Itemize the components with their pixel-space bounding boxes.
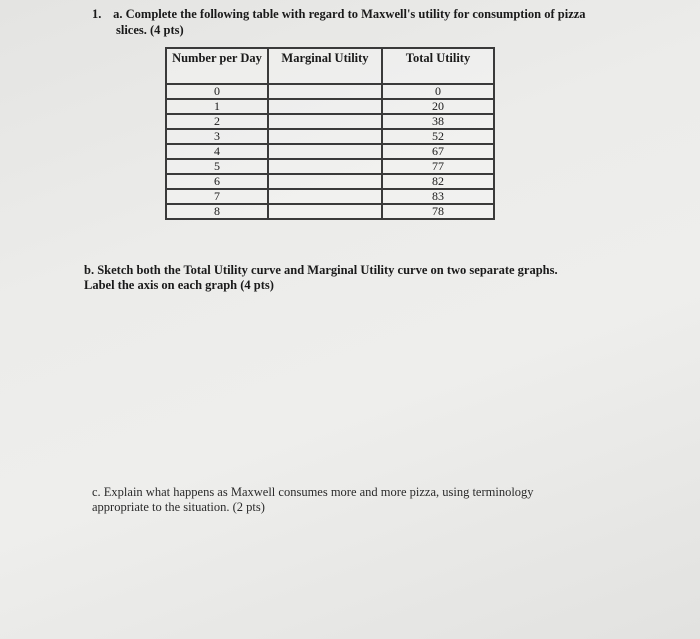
cell-number: 7 bbox=[166, 189, 268, 204]
cell-number: 1 bbox=[166, 99, 268, 114]
cell-total-utility: 38 bbox=[382, 114, 494, 129]
cell-marginal-utility bbox=[268, 204, 382, 219]
question-1-prompt bbox=[92, 6, 612, 38]
cell-total-utility: 83 bbox=[382, 189, 494, 204]
header-marginal-utility: Marginal Utility bbox=[268, 48, 382, 84]
question-number: 1. bbox=[92, 7, 102, 21]
cell-total-utility: 20 bbox=[382, 99, 494, 114]
cell-total-utility: 82 bbox=[382, 174, 494, 189]
table-row bbox=[166, 114, 494, 129]
header-total-utility: Total Utility bbox=[382, 48, 494, 84]
cell-number: 6 bbox=[166, 174, 268, 189]
question-1-line-2: slices. (4 pts) bbox=[116, 23, 184, 37]
header-number-per-day: Number per Day bbox=[166, 48, 268, 84]
cell-total-utility: 0 bbox=[382, 84, 494, 99]
question-b-prompt bbox=[84, 263, 644, 293]
cell-marginal-utility bbox=[268, 174, 382, 189]
cell-total-utility: 67 bbox=[382, 144, 494, 159]
cell-number: 0 bbox=[166, 84, 268, 99]
table-row bbox=[166, 144, 494, 159]
table-row bbox=[166, 99, 494, 114]
cell-total-utility: 77 bbox=[382, 159, 494, 174]
cell-marginal-utility bbox=[268, 84, 382, 99]
table-row bbox=[166, 129, 494, 144]
cell-number: 5 bbox=[166, 159, 268, 174]
table-row bbox=[166, 159, 494, 174]
question-c-line-2: appropriate to the situation. (2 pts) bbox=[92, 500, 265, 514]
question-c-line-1: c. Explain what happens as Maxwell consumes more and more pizza, using terminology bbox=[92, 485, 534, 499]
cell-number: 8 bbox=[166, 204, 268, 219]
cell-marginal-utility bbox=[268, 159, 382, 174]
table-row bbox=[166, 84, 494, 99]
table-header-row bbox=[166, 48, 494, 84]
question-b-line-1: b. Sketch both the Total Utility curve and Marginal Utility curve on two separate graphs. bbox=[84, 263, 558, 277]
utility-table bbox=[165, 47, 495, 220]
cell-marginal-utility bbox=[268, 189, 382, 204]
cell-marginal-utility bbox=[268, 114, 382, 129]
table-row bbox=[166, 204, 494, 219]
cell-total-utility: 78 bbox=[382, 204, 494, 219]
question-c-prompt bbox=[92, 485, 612, 515]
cell-number: 3 bbox=[166, 129, 268, 144]
cell-number: 4 bbox=[166, 144, 268, 159]
cell-marginal-utility bbox=[268, 144, 382, 159]
table-row bbox=[166, 189, 494, 204]
question-b-line-2: Label the axis on each graph (4 pts) bbox=[84, 278, 274, 292]
question-1-line-1 bbox=[92, 6, 612, 22]
table-row bbox=[166, 174, 494, 189]
question-1a-text: a. Complete the following table with regard to Maxwell's utility for consumption of pizza bbox=[113, 7, 586, 21]
cell-marginal-utility bbox=[268, 99, 382, 114]
cell-total-utility: 52 bbox=[382, 129, 494, 144]
cell-marginal-utility bbox=[268, 129, 382, 144]
cell-number: 2 bbox=[166, 114, 268, 129]
